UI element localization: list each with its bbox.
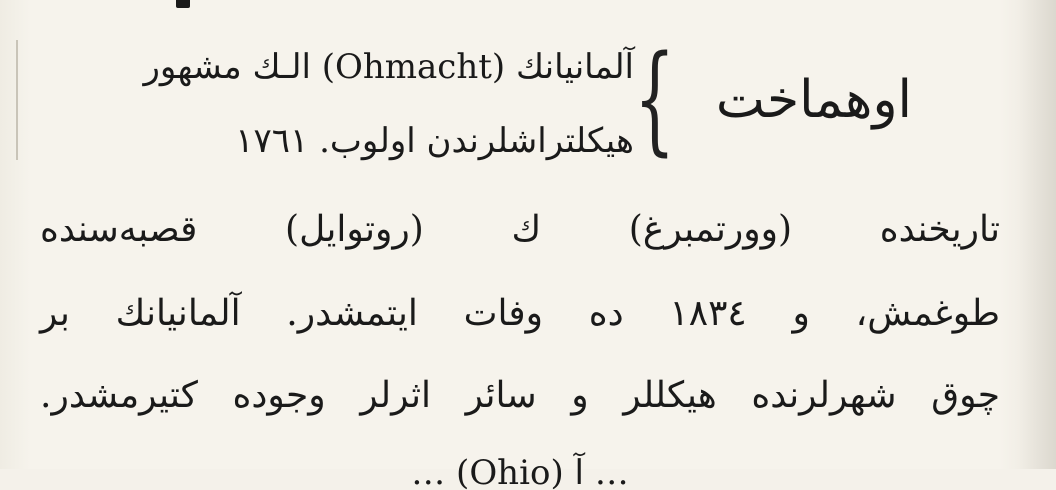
- body-line-1: تاریخنده (وورتمبرغ) ك (روتوایل) قصبه‌سنده: [40, 209, 1000, 250]
- definition-line-1: آلمانیانك (Ohmacht) الـك مشهور: [143, 47, 634, 87]
- next-entry-cut-line: … آ (Ohio) …: [411, 453, 629, 490]
- body-line-3: چوق شهرلرنده هیكللر و سائر اثرلر وجوده كتیرمشدر.: [40, 375, 1000, 416]
- page-gutter-shadow: [1018, 0, 1056, 469]
- definition-line-2: هیكلتراشلرندن اولوب. ١٧٦١: [235, 121, 634, 161]
- previous-entry-fragment: [176, 0, 190, 8]
- grouping-brace: {: [634, 29, 676, 167]
- body-line-2: طوغمش، و ١٨٣٤ ده وفات ایتمشدر. آلمانیانك بر: [40, 293, 1000, 334]
- margin-rule: [16, 40, 18, 160]
- entry-headword: اوهماخت: [715, 70, 912, 130]
